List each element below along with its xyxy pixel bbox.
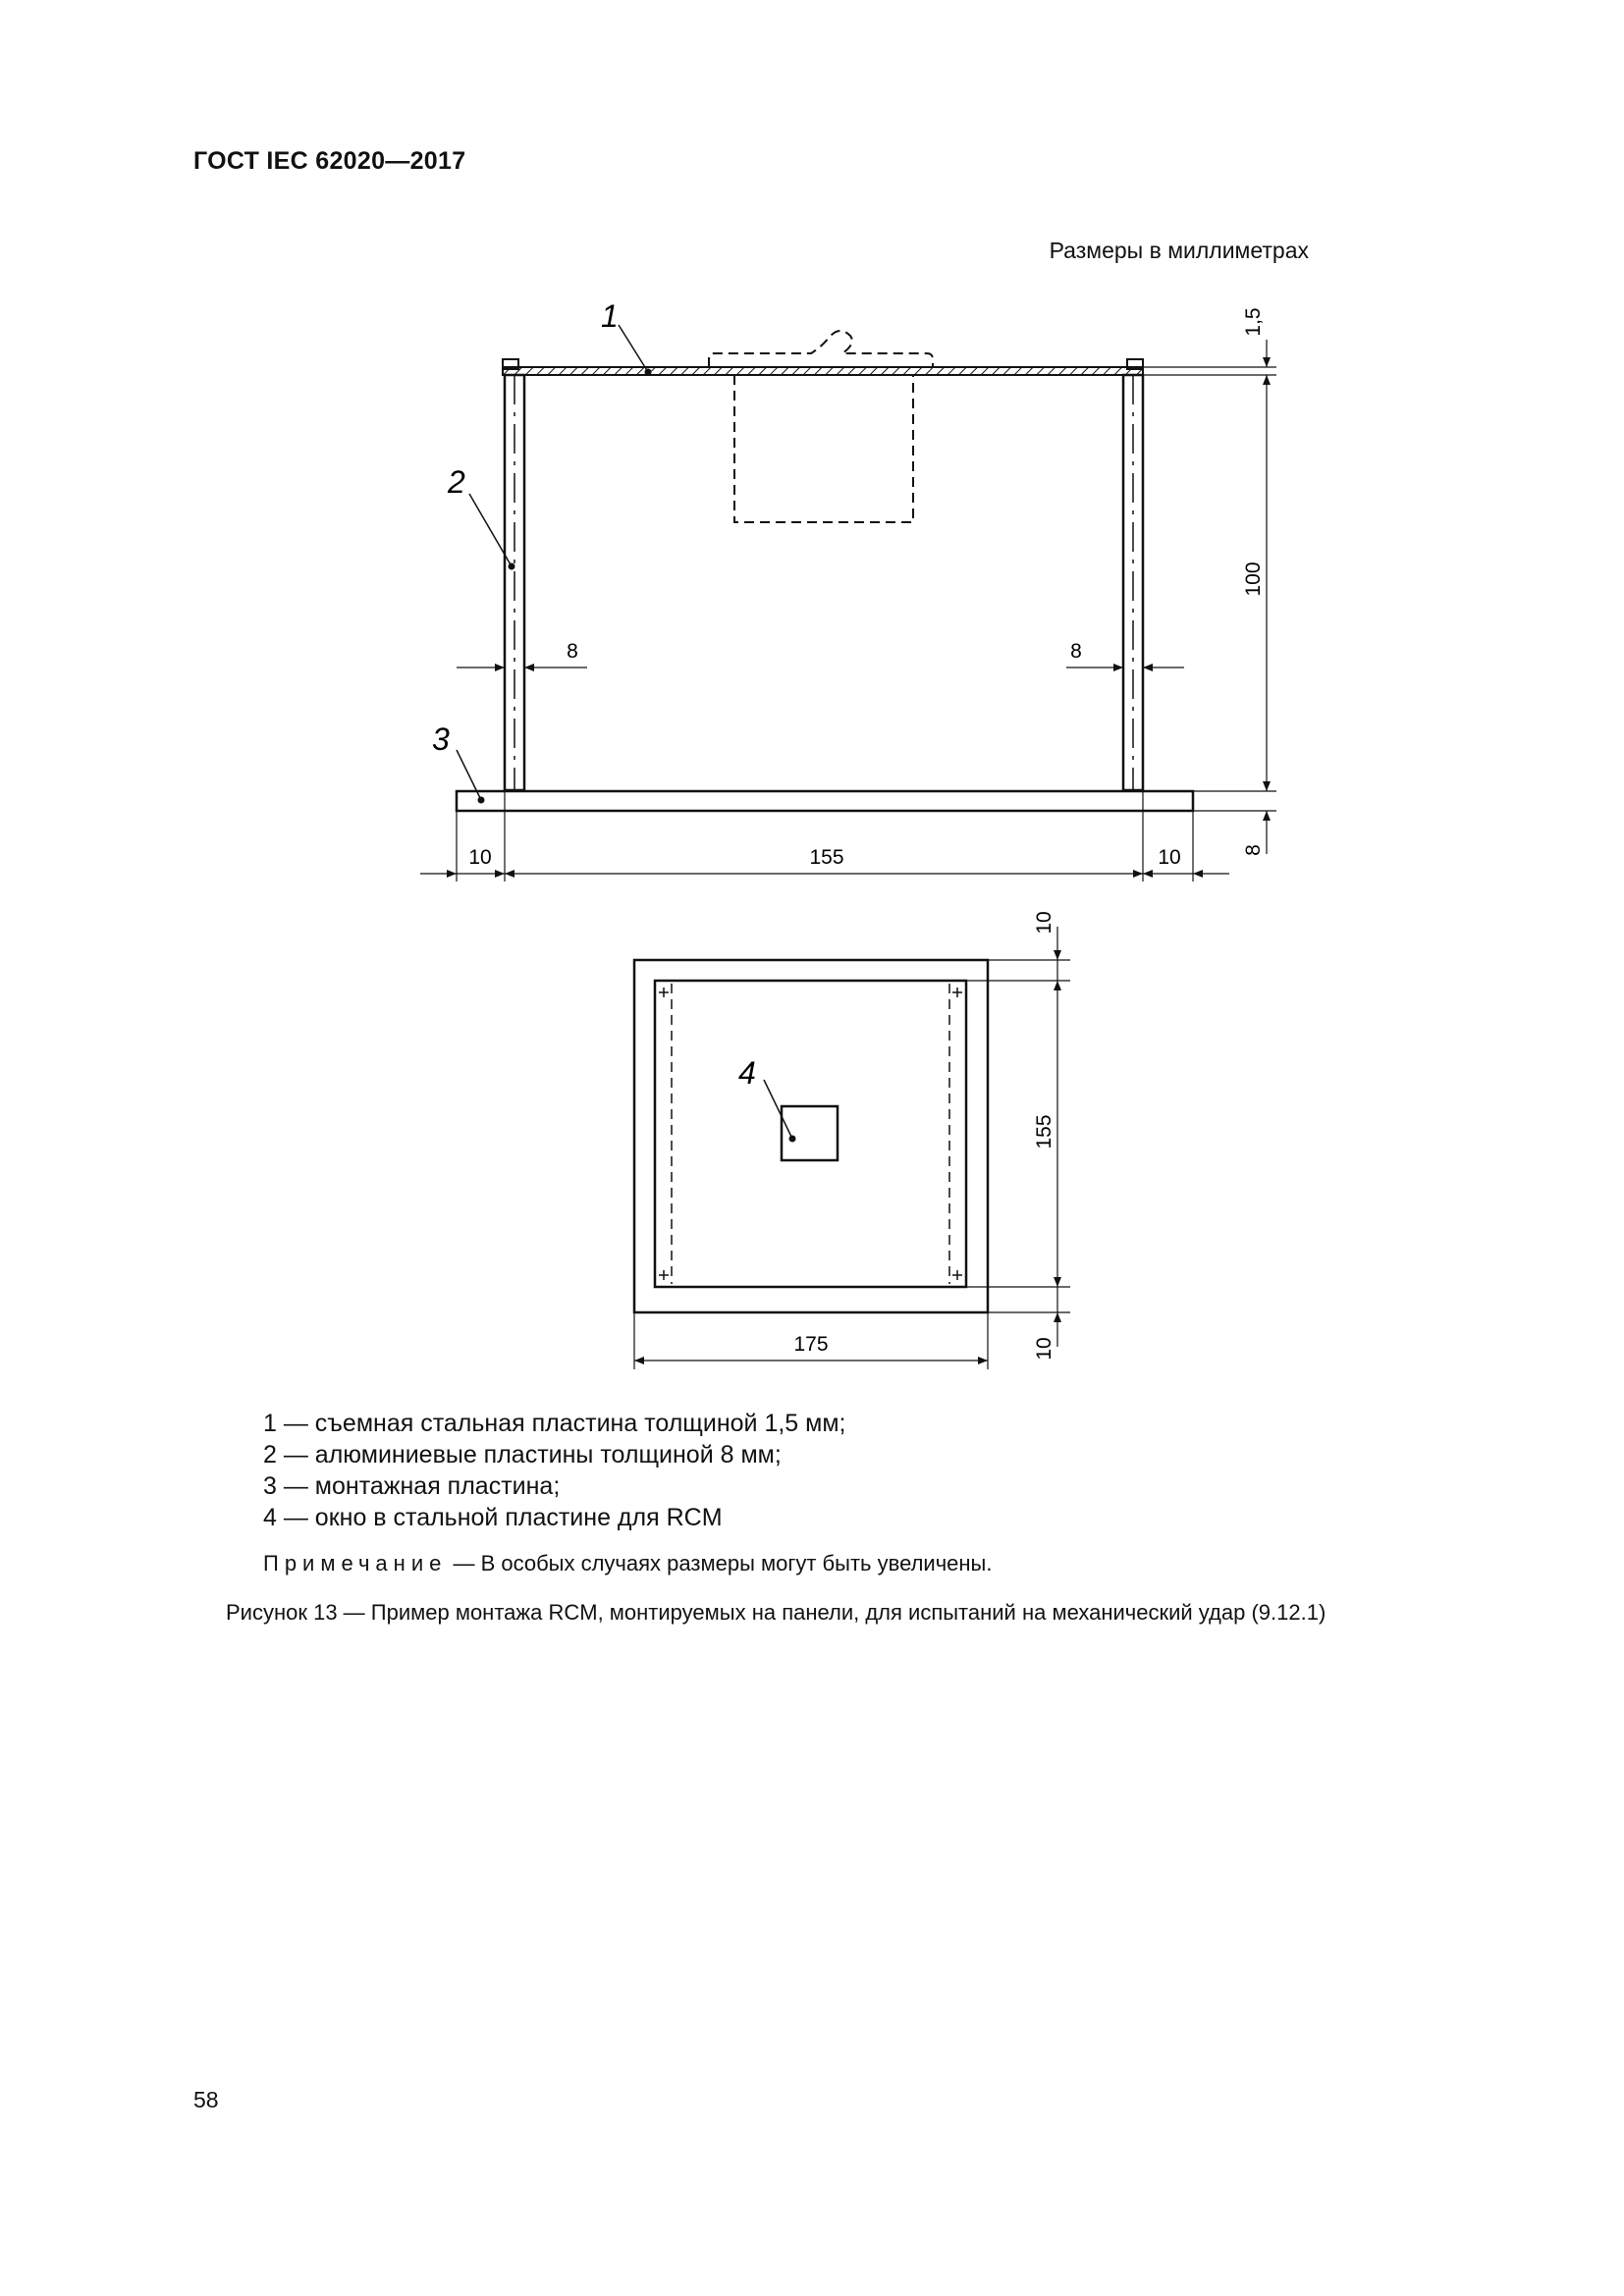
plan-inner-frame — [655, 981, 966, 1287]
note — [263, 1551, 992, 1576]
callout-1: 1 — [601, 298, 619, 334]
page-number: 58 — [193, 2087, 219, 2112]
front-view — [420, 325, 1276, 881]
dim-right-wall: 8 — [1070, 640, 1082, 663]
legend-item-3: 3 — монтажная пластина; — [263, 1472, 561, 1500]
rcm-outline — [709, 331, 933, 522]
legend — [263, 1408, 845, 1533]
dim-height: 100 — [1242, 561, 1265, 597]
dim-left-wall: 8 — [567, 640, 578, 663]
dim-right-margin: 10 — [1158, 846, 1181, 869]
base-mounting-plate — [457, 791, 1193, 811]
plan-view — [634, 927, 1070, 1369]
plan-outer-plate — [634, 960, 988, 1312]
dim-left-margin: 10 — [468, 846, 492, 869]
legend-item-1: 1 — съемная стальная пластина толщиной 1,5 мм; — [263, 1410, 846, 1437]
dim-plan-inner-height: 155 — [1033, 1114, 1056, 1149]
note-text: — В особых случаях размеры могут быть увеличены. — [447, 1551, 993, 1575]
note-label: Примечание — [263, 1551, 448, 1575]
dim-top-plate: 1,5 — [1242, 307, 1265, 337]
dim-base-height: 8 — [1242, 844, 1265, 856]
top-steel-plate — [503, 367, 1143, 375]
callout-2: 2 — [448, 464, 465, 500]
dim-plan-width: 175 — [793, 1333, 829, 1356]
callout-4: 4 — [738, 1055, 756, 1091]
dim-plan-top-margin: 10 — [1033, 911, 1056, 934]
callout-3: 3 — [432, 721, 450, 757]
units-note: Размеры в миллиметрах — [1049, 238, 1309, 263]
legend-item-4: 4 — окно в стальной пластине для RCM — [263, 1504, 723, 1531]
figure-caption: Рисунок 13 — Пример монтажа RCM, монтируемых на панели, для испытаний на механический удар (9.12.1) — [226, 1600, 1326, 1625]
dim-plan-bottom-margin: 10 — [1033, 1337, 1056, 1361]
legend-item-2: 2 — алюминиевые пластины толщиной 8 мм; — [263, 1441, 782, 1468]
page-header: ГОСТ IEC 62020—2017 — [193, 147, 466, 175]
dim-inner-width: 155 — [809, 846, 844, 869]
